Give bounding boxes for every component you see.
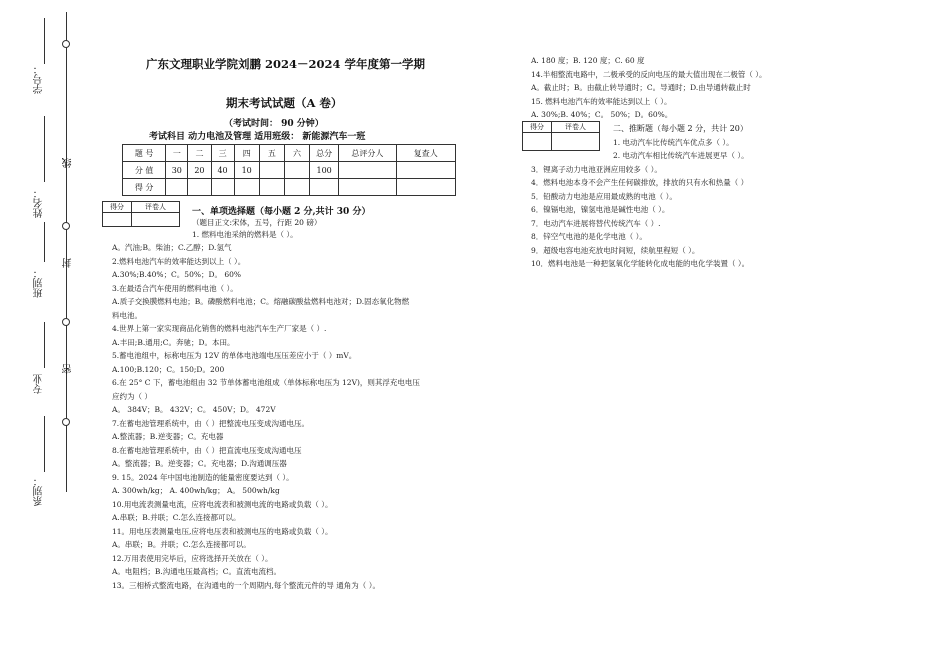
table-cell: 总分 bbox=[310, 145, 339, 162]
name-label: 姓名： bbox=[34, 188, 45, 218]
question-line: A.30%;B.40%；C。50%；D。 60% bbox=[112, 270, 242, 279]
question-line: 4．燃料电池本身不会产生任何碳排放，排放的只有水和热量（ ） bbox=[531, 178, 749, 187]
question-line: A.整流器；B.逆变器；C。充电器 bbox=[112, 432, 224, 441]
binding-hole bbox=[62, 418, 70, 426]
question-line: 11。用电压表测量电压,应将电压表和被测电压的电路或负载（ ）。 bbox=[112, 527, 333, 536]
department-field[interactable] bbox=[44, 416, 45, 472]
score-table bbox=[122, 144, 456, 196]
school-title: 广东文理职业学院刘鹏 2024－2024 学年度第一学期 bbox=[146, 57, 426, 71]
question-line: 5．铅酸动力电池是应用最成熟的电池（ ）。 bbox=[531, 192, 677, 201]
score-input[interactable] bbox=[103, 213, 132, 227]
seal-char-seal: 封 bbox=[63, 258, 74, 268]
exam-title: 期末考试试题（A 卷） bbox=[226, 96, 343, 110]
section2-title: 二、推断题（每小题 2 分，共计 20） bbox=[613, 124, 748, 133]
table-cell: 六 bbox=[284, 145, 309, 162]
question-line: 13。三相桥式整流电路，在沟通电的一个周期内,每个整流元件的导 通角为（ ）。 bbox=[112, 581, 380, 590]
table-cell: 三 bbox=[211, 145, 234, 162]
question-line: 10.用电流表测量电流，应将电流表和被测电流的电路或负载（ ）。 bbox=[112, 500, 333, 509]
question-line: A.丰田;B.通用;C。奔驰；D。本田。 bbox=[112, 338, 235, 347]
table-cell: 100 bbox=[310, 162, 339, 179]
seal-char-sealed: 密 bbox=[63, 364, 74, 374]
table-cell: 得 分 bbox=[123, 179, 166, 196]
grader-label: 评卷人 bbox=[132, 202, 180, 213]
question-line: A.串联；B.并联；C.怎么连接都可以。 bbox=[112, 513, 241, 522]
table-cell[interactable] bbox=[310, 179, 339, 196]
table-cell[interactable] bbox=[396, 179, 455, 196]
question-line: 3.在最适合汽车使用的燃料电池（ ）。 bbox=[112, 284, 238, 293]
department-label: 系别： bbox=[34, 476, 45, 506]
question-line: A.质子交换膜燃料电池；B。磷酸燃料电池；C。熔融碳酸盐燃料电池对；D.固态氧化物燃 bbox=[112, 297, 410, 306]
question-line: A.100;B.120；C。150;D。200 bbox=[112, 365, 225, 374]
question-line: 4.世界上第一家实现商品化销售的燃料电池汽车生产厂家是（ ）. bbox=[112, 324, 327, 333]
table-cell[interactable] bbox=[259, 179, 284, 196]
question-line: 7.在蓄电池管理系统中，由（ ）把整流电压变成沟通电压。 bbox=[112, 419, 310, 428]
table-cell bbox=[284, 162, 309, 179]
question-line: A. 180 度；B. 120 度；C. 60 度 bbox=[531, 56, 645, 65]
exam-time: （考试时间： 90 分钟） bbox=[224, 119, 324, 129]
question-line: 9. 15。2024 年中国电池制造的能量密度要达到（ ）。 bbox=[112, 473, 294, 482]
question-line: 6．镍镉电池，镍氢电池是碱性电池（ ）。 bbox=[531, 205, 670, 214]
question-line: A。 384V；B。 432V；C。 450V；D。 472V bbox=[112, 405, 276, 414]
name-field[interactable] bbox=[44, 116, 45, 182]
question-line: A。截止时；B。由截止转导通时；C。导通时；D.由导通转截止时 bbox=[531, 83, 751, 92]
table-cell[interactable] bbox=[188, 179, 211, 196]
table-cell: 10 bbox=[234, 162, 259, 179]
student-id-label: 学号： bbox=[34, 64, 45, 94]
table-cell: 复查人 bbox=[396, 145, 455, 162]
table-cell: 20 bbox=[188, 162, 211, 179]
question-line: 10．燃料电池是一种把氢氧化学能转化成电能的电化学装置（ ）。 bbox=[531, 259, 750, 268]
question-line: A。电阻档；B.沟通电压最高档；C。直流电流档。 bbox=[112, 567, 282, 576]
question-line: 应约为（ ） bbox=[112, 392, 152, 401]
table-cell[interactable] bbox=[396, 162, 455, 179]
question-line: A。汽油;B。柴油；C.乙醇；D.氢气 bbox=[112, 243, 232, 252]
question-line: 1. 电动汽车比传统汽车优点多（ ）。 bbox=[613, 138, 734, 147]
question-line: 8.在蓄电池管理系统中，由（ ）把直流电压变成沟通电压 bbox=[112, 446, 302, 455]
table-cell: 总评分人 bbox=[339, 145, 396, 162]
table-cell[interactable] bbox=[234, 179, 259, 196]
question-line: 12.万用表使用完毕后，应将选择开关放在（ ）。 bbox=[112, 554, 273, 563]
question-line: 3．锂离子动力电池亚洲应用较多（ ）。 bbox=[531, 165, 662, 174]
table-cell: 题 号 bbox=[123, 145, 166, 162]
grader-box-section1 bbox=[102, 201, 180, 227]
subject-line: 考试科目 动力电池及管理 适用班级： 新能源汽车一班 bbox=[149, 132, 366, 142]
table-cell[interactable] bbox=[211, 179, 234, 196]
table-cell[interactable] bbox=[339, 162, 396, 179]
question-line: 2.燃料电池汽车的效率能达到以上（ ）。 bbox=[112, 257, 246, 266]
table-cell[interactable] bbox=[166, 179, 188, 196]
student-id-field[interactable] bbox=[44, 18, 45, 64]
question-line: 15. 燃料电池汽车的效率能达到以上（ ）。 bbox=[531, 97, 672, 106]
question-line: 5.蓄电池组中，标称电压为 12V 的单体电池端电压压差应小于（ ）mV。 bbox=[112, 351, 357, 360]
table-cell bbox=[259, 162, 284, 179]
question-line: 6.在 25° C 下，蓄电池组由 32 节单体蓄电池组成（单体标称电压为 12V)，则其浮充电电压 bbox=[112, 378, 420, 387]
question-line: 8．锌空气电池的是化学电池（ ）。 bbox=[531, 232, 647, 241]
table-cell[interactable] bbox=[284, 179, 309, 196]
question-line: 14.半相整流电路中，二极承受的反向电压的最大值出现在二极管（ ）。 bbox=[531, 70, 767, 79]
binding-hole bbox=[62, 40, 70, 48]
table-cell: 30 bbox=[166, 162, 188, 179]
grader-input[interactable] bbox=[552, 133, 600, 151]
question-line: 1. 燃料电池采纳的燃料是（ ）。 bbox=[192, 230, 298, 239]
binding-hole bbox=[62, 318, 70, 326]
question-line: A。串联；B。并联；C.怎么连接都可以。 bbox=[112, 540, 251, 549]
score-label: 得分 bbox=[523, 122, 552, 133]
question-line: A. 30%;B. 40%；C。 50%；D。60%。 bbox=[531, 110, 673, 119]
table-cell: 四 bbox=[234, 145, 259, 162]
table-cell: 一 bbox=[166, 145, 188, 162]
table-cell: 五 bbox=[259, 145, 284, 162]
table-cell[interactable] bbox=[339, 179, 396, 196]
section1-note: （题目正文:宋体，五号，行距 20 磅） bbox=[192, 218, 322, 227]
class-label: 班别： bbox=[34, 268, 45, 298]
binding-hole bbox=[62, 222, 70, 230]
question-line: 料电池。 bbox=[112, 311, 142, 320]
section1-title: 一、单项选择题（每小题 2 分,共计 30 分） bbox=[192, 207, 371, 217]
question-line: 7．电动汽车进展将替代传统汽车（ ）. bbox=[531, 219, 661, 228]
question-line: 2. 电动汽车相比传统汽车进展更早（ ）。 bbox=[613, 151, 749, 160]
question-line: 9．超级电容电池充放电时间短，续航里程短（ ）。 bbox=[531, 246, 700, 255]
grader-input[interactable] bbox=[132, 213, 180, 227]
major-field[interactable] bbox=[44, 322, 45, 368]
question-line: A. 300wh/kg； A. 400wh/kg； A。 500wh/kg bbox=[112, 486, 280, 495]
major-label: 专业 bbox=[34, 374, 45, 394]
score-label: 得分 bbox=[103, 202, 132, 213]
score-input[interactable] bbox=[523, 133, 552, 151]
table-cell: 40 bbox=[211, 162, 234, 179]
seal-char-line: 线 bbox=[63, 158, 74, 168]
table-cell: 二 bbox=[188, 145, 211, 162]
table-cell: 分 值 bbox=[123, 162, 166, 179]
class-field[interactable] bbox=[44, 222, 45, 262]
question-line: A。整流器；B。逆变器；C。充电器；D.沟通调压器 bbox=[112, 459, 287, 468]
grader-label: 评卷人 bbox=[552, 122, 600, 133]
grader-box-section2 bbox=[522, 121, 600, 151]
